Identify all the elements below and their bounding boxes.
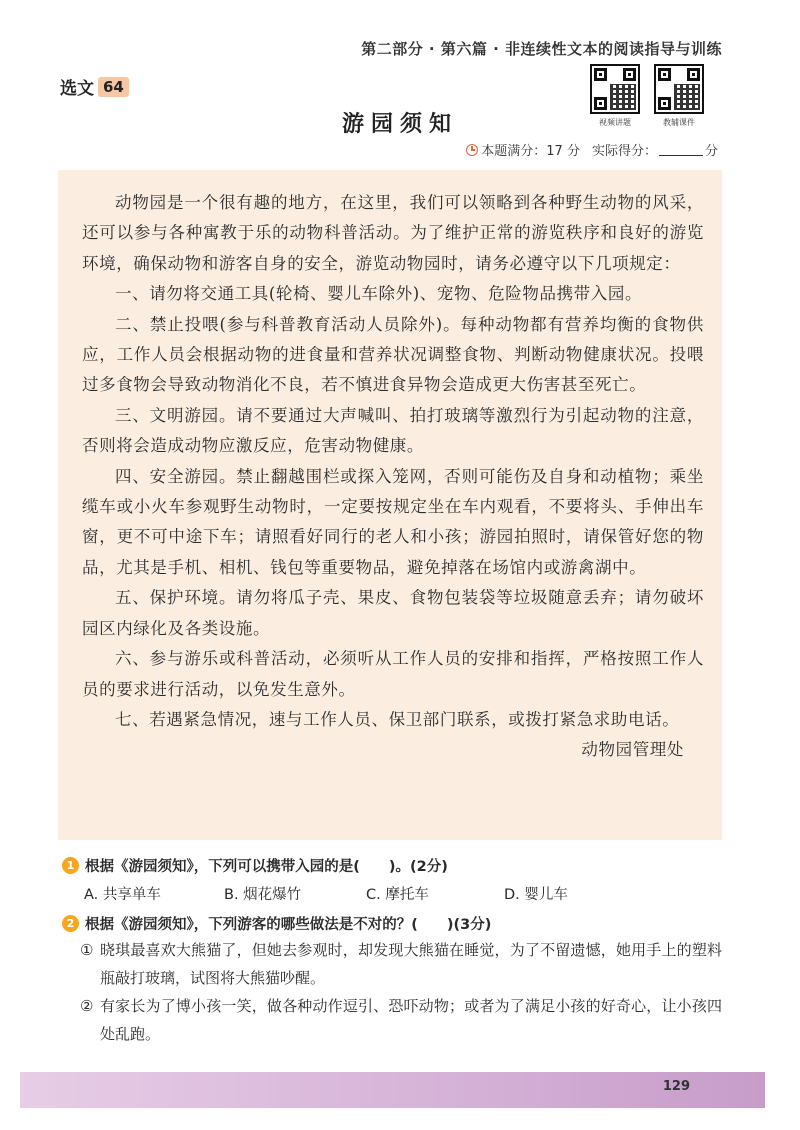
actual-score-blank[interactable] — [659, 144, 703, 156]
question-2 — [62, 910, 722, 936]
page-number: 129 — [662, 1079, 690, 1094]
page-header: 第二部分 · 第六篇 · 非连续性文本的阅读指导与训练 — [361, 40, 722, 58]
item-marker: ① — [80, 941, 94, 959]
question-2-item — [62, 936, 722, 992]
question-2-item — [62, 992, 722, 1048]
signature: 动物园管理处 — [581, 740, 684, 760]
article-title: 游园须知 — [341, 111, 458, 137]
qr-video-label: 视频讲题 — [599, 118, 631, 127]
questions — [62, 852, 722, 1048]
score-unit: 分 — [704, 144, 718, 159]
selection-tag-number: 64 — [98, 77, 129, 97]
question-1 — [62, 852, 722, 878]
qr-video[interactable] — [590, 64, 640, 128]
option-c[interactable]: C. 摩托车 — [366, 886, 429, 903]
paragraph: 二、禁止投喂(参与科普教育活动人员除外)。每种动物都有营养均衡的食物供应，工作人员会根据动物的进食量和营养状况调整食物、判断动物健康状况。投喂过多食物会导致动物消化不良，若不慎进食异物会造成更大伤害甚至死亡。 — [82, 314, 704, 395]
question-text: 根据《游园须知》，下列可以携带入园的是( )。(2分) — [85, 858, 448, 875]
paragraph: 五、保护环境。请勿将瓜子壳、果皮、食物包装袋等垃圾随意丢弃；请勿破坏园区内绿化及各类设施。 — [82, 588, 704, 638]
question-1-options — [62, 878, 722, 908]
option-a[interactable]: A. 共享单车 — [84, 886, 161, 903]
paragraph: 四、安全游园。禁止翻越围栏或探入笼网，否则可能伤及自身和动植物；乘坐缆车或小火车参观野生动物时，一定要按规定坐在车内观看，不要将头、手伸出车窗，更不可中途下车；请照看好同行的老人和小孩；游园拍照时，请保管好您的物品，尤其是手机、相机、钱包等重要物品，避免掉落在场馆内或游禽湖中。 — [82, 466, 704, 577]
footer-band — [20, 1072, 765, 1108]
item-marker: ② — [80, 997, 94, 1015]
qr-courseware-label: 教辅课件 — [663, 118, 695, 127]
paragraph: 一、请勿将交通工具(轮椅、婴儿车除外)、宠物、危险物品携带入园。 — [115, 284, 643, 304]
item-text: 有家长为了博小孩一笑，做各种动作逗引、恐吓动物；或者为了满足小孩的好奇心，让小孩四处乱跑。 — [100, 997, 722, 1043]
paragraph: 动物园是一个很有趣的地方，在这里，我们可以领略到各种野生动物的风采，还可以参与各种寓教于乐的动物科普活动。为了维护正常的游览秩序和良好的游览环境，确保动物和游客自身的安全，游览动物园时，请务必遵守以下几项规定： — [82, 193, 704, 273]
paragraph: 七、若遇紧急情况，速与工作人员、保卫部门联系，或拨打紧急求助电话。 — [115, 709, 680, 729]
option-b[interactable]: B. 烟花爆竹 — [224, 886, 302, 903]
option-d[interactable]: D. 婴儿车 — [504, 886, 568, 903]
selection-tag-label: 选文 — [60, 79, 94, 99]
question-number-badge: 2 — [62, 915, 79, 932]
actual-score-label: 实际得分： — [591, 144, 657, 159]
passage — [58, 170, 722, 840]
full-score: 本题满分：17 分 — [481, 144, 580, 159]
qr-code-icon[interactable] — [654, 64, 704, 114]
paragraph: 三、文明游园。请不要通过大声喊叫、拍打玻璃等激烈行为引起动物的注意，否则将会造成动物应激反应，危害动物健康。 — [82, 405, 704, 456]
score-line — [466, 140, 718, 159]
clock-icon — [466, 144, 478, 156]
selection-tag — [60, 74, 129, 99]
question-text: 根据《游园须知》，下列游客的哪些做法是不对的？( )(3分) — [85, 916, 492, 933]
qr-code-icon[interactable] — [590, 64, 640, 114]
qr-courseware[interactable] — [654, 64, 704, 128]
paragraph: 六、参与游乐或科普活动，必须听从工作人员的安排和指挥，严格按照工作人员的要求进行活动，以免发生意外。 — [82, 649, 704, 699]
question-number-badge: 1 — [62, 857, 79, 874]
item-text: 晓琪最喜欢大熊猫了，但她去参观时，却发现大熊猫在睡觉，为了不留遗憾，她用手上的塑料瓶敲打玻璃，试图将大熊猫吵醒。 — [100, 941, 722, 987]
